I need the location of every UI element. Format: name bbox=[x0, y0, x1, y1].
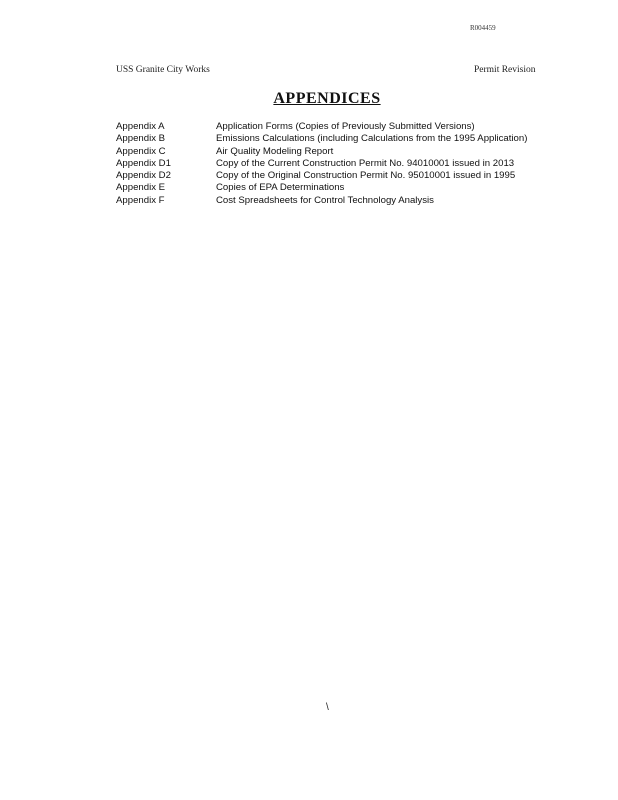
list-item bbox=[116, 182, 556, 194]
header-document-type: Permit Revision bbox=[474, 65, 536, 75]
appendix-label: Appendix C bbox=[116, 145, 166, 157]
list-item bbox=[116, 158, 556, 170]
page-title: APPENDICES bbox=[273, 90, 381, 107]
appendix-label: Appendix D1 bbox=[116, 157, 171, 169]
list-item bbox=[116, 195, 556, 207]
list-item bbox=[116, 133, 556, 145]
appendix-label: Appendix B bbox=[116, 133, 166, 145]
appendix-description: Copies of EPA Determinations bbox=[216, 182, 345, 194]
document-id: R004459 bbox=[470, 24, 496, 32]
appendix-label: Appendix E bbox=[116, 182, 166, 194]
list-item bbox=[116, 170, 556, 182]
list-item bbox=[116, 121, 556, 133]
appendix-list bbox=[116, 121, 556, 207]
page-number: \ bbox=[326, 702, 329, 713]
appendix-label: Appendix A bbox=[116, 121, 165, 132]
appendix-description: Copy of the Original Construction Permit No. 95010001 issued in 1995 bbox=[216, 170, 516, 182]
header-facility-name: USS Granite City Works bbox=[116, 65, 210, 75]
appendix-description: Emissions Calculations (including Calculations from the 1995 Application) bbox=[216, 133, 528, 145]
appendix-description: Air Quality Modeling Report bbox=[216, 145, 334, 157]
appendix-label: Appendix F bbox=[116, 194, 165, 206]
appendix-description: Application Forms (Copies of Previously Submitted Versions) bbox=[216, 121, 475, 132]
appendix-description: Copy of the Current Construction Permit No. 94010001 issued in 2013 bbox=[216, 157, 515, 169]
appendix-description: Cost Spreadsheets for Control Technology Analysis bbox=[216, 194, 434, 206]
appendix-label: Appendix D2 bbox=[116, 170, 171, 182]
list-item bbox=[116, 146, 556, 158]
